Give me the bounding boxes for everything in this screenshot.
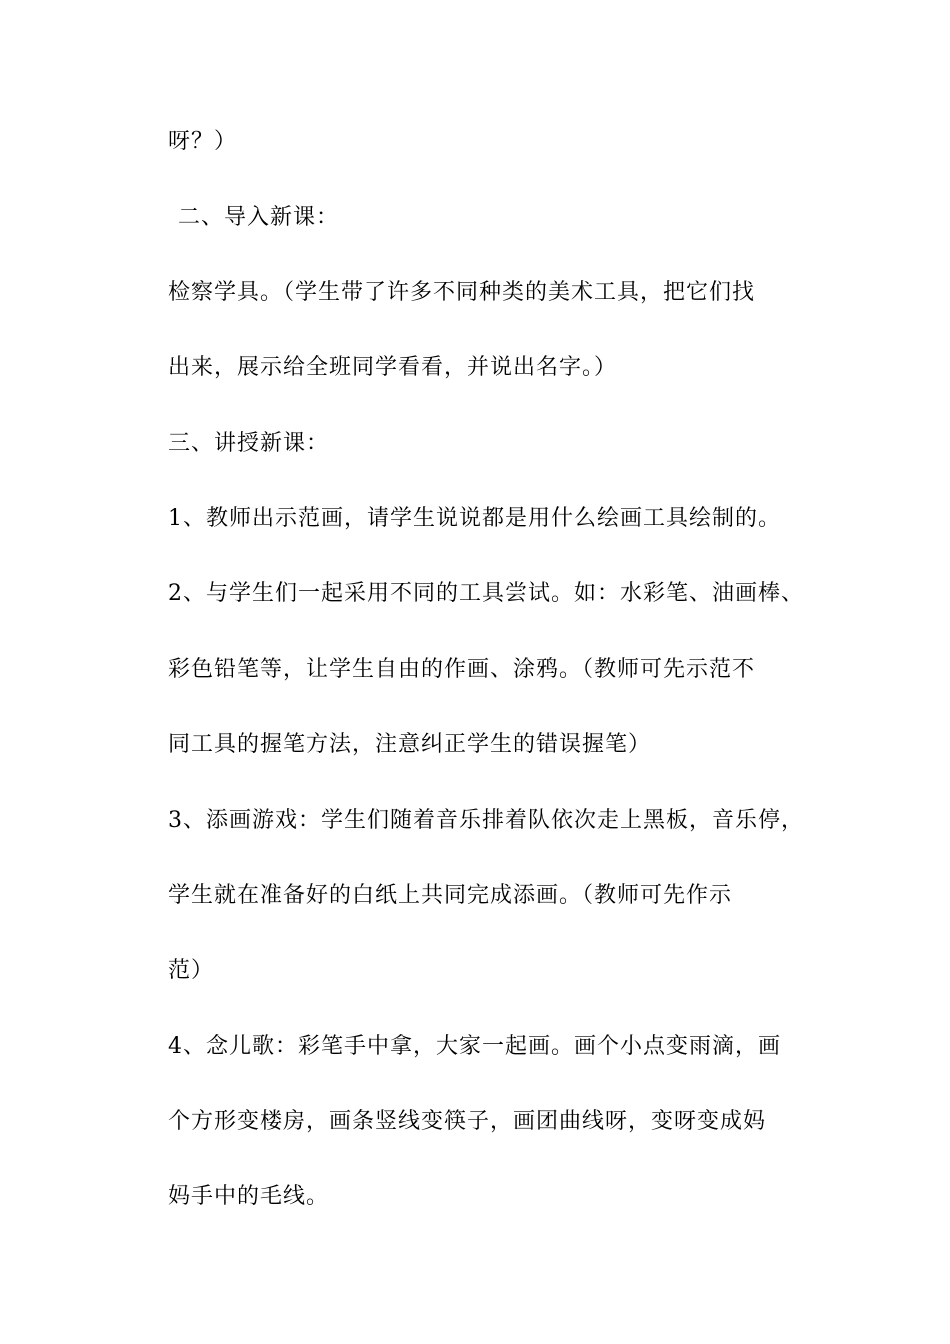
text-line: 范） [168,958,215,983]
text-line: 妈手中的毛线。 [168,1184,330,1209]
text-line: 同工具的握笔方法，注意纠正学生的错误握笔） [168,732,652,757]
text-line: 2、与学生们一起采用不同的工具尝试。如：水彩笔、油画棒、 [168,581,804,606]
text-line: 出来，展示给全班同学看看，并说出名字。） [168,355,618,380]
text-line: 检察学具。（学生带了许多不同种类的美术工具，把它们找 [168,280,756,305]
text-line: 呀？） [168,129,238,154]
text-line: 彩色铅笔等，让学生自由的作画、涂鸦。（教师可先示范不 [168,657,756,682]
text-line: 3、添画游戏：学生们随着音乐排着队依次走上黑板，音乐停， [168,808,804,833]
section-heading: 三、讲授新课： [168,431,330,456]
text-line: 学生就在准备好的白纸上共同完成添画。（教师可先作示 [168,883,733,908]
text-line: 4、念儿歌：彩笔手中拿，大家一起画。画个小点变雨滴，画 [168,1034,781,1059]
section-heading: 二、导入新课： [178,205,340,230]
text-line: 1、教师出示范画，请学生说说都是用什么绘画工具绘制的。 [168,506,781,531]
text-line: 个方形变楼房，画条竖线变筷子，画团曲线呀，变呀变成妈 [168,1109,767,1134]
